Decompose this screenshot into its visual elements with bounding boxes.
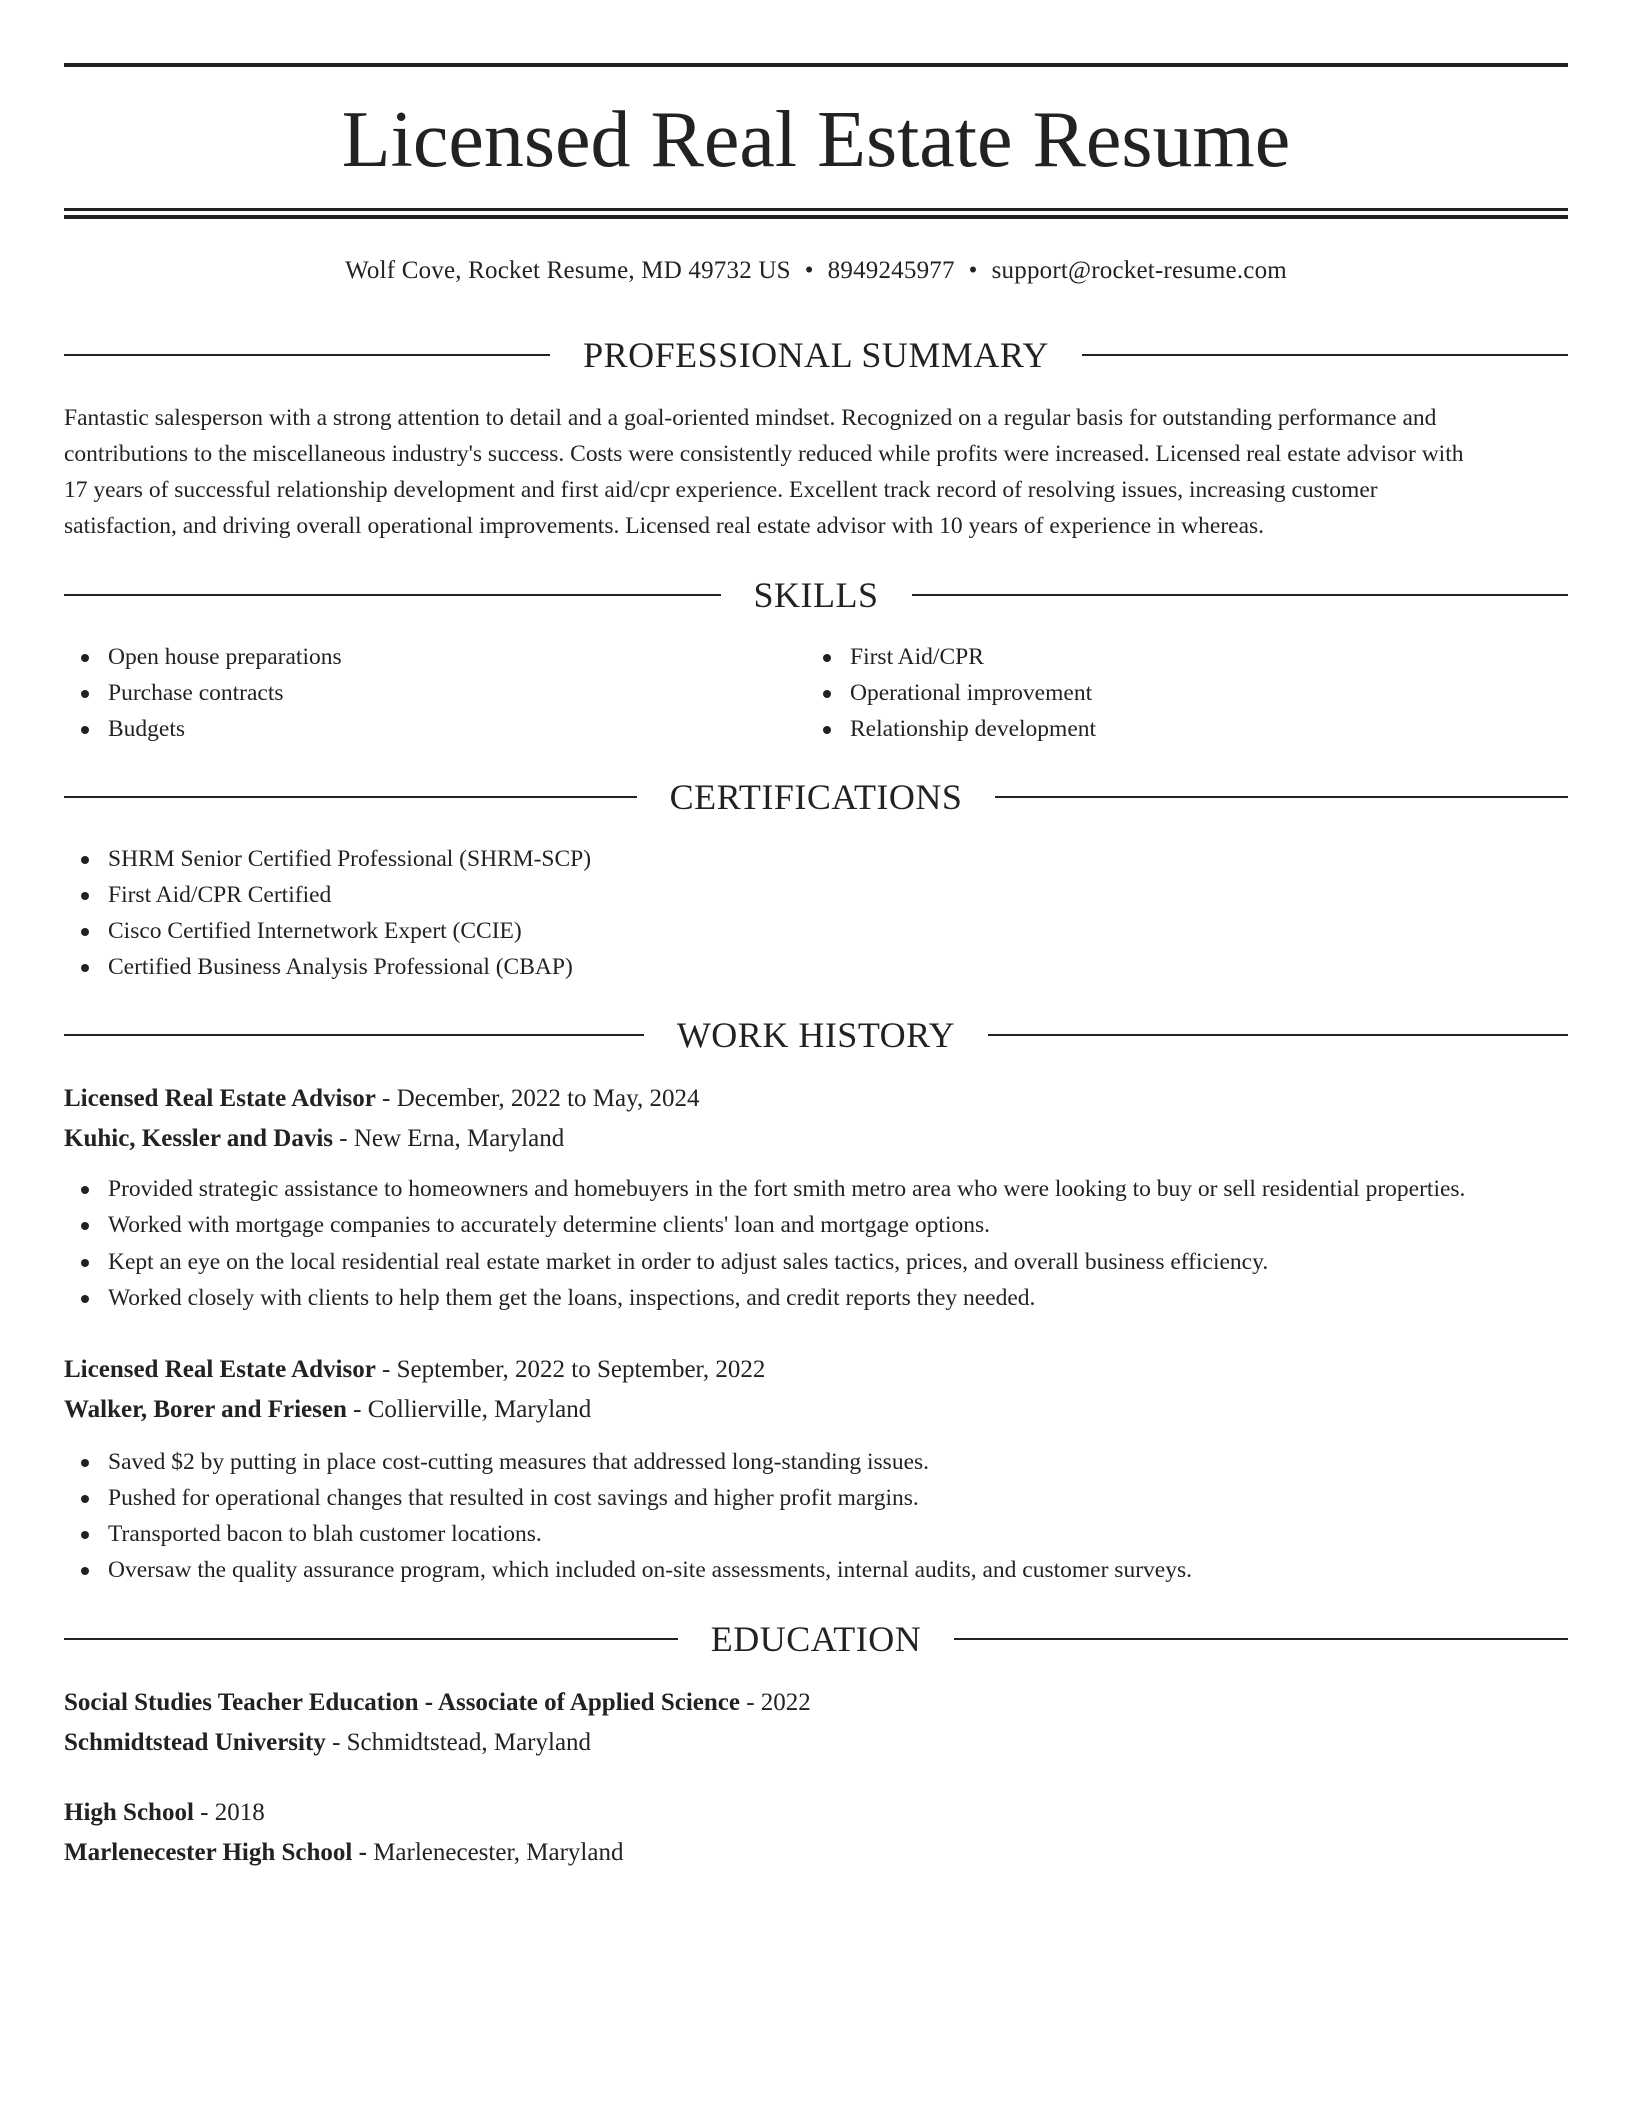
skill-item: Open house preparations bbox=[64, 639, 764, 675]
job-dates: - December, 2022 to May, 2024 bbox=[375, 1085, 700, 1112]
work-entry bbox=[64, 1079, 1568, 1316]
heading-rule bbox=[912, 594, 1569, 596]
section-title: EDUCATION bbox=[710, 1619, 922, 1659]
job-title: Licensed Real Estate Advisor bbox=[64, 1085, 376, 1112]
employer-location: - Collierville, Maryland bbox=[346, 1396, 592, 1423]
job-bullet: Oversaw the quality assurance program, which included on-site assessments, internal audits, and customer surveys. bbox=[64, 1552, 1568, 1588]
summary-line: Fantastic salesperson with a strong attention to detail and a goal-oriented mindset. Recognized on a regular basis for outstanding performance and bbox=[64, 405, 1437, 431]
school-line bbox=[64, 1723, 1568, 1763]
contact-address: Wolf Cove, Rocket Resume, MD 49732 US bbox=[345, 257, 791, 284]
heading-rule bbox=[995, 796, 1568, 798]
graduation-year: - 2022 bbox=[739, 1689, 811, 1716]
section-heading-skills bbox=[64, 575, 1568, 615]
summary-line: 17 years of successful relationship development and first aid/cpr experience. Excellent track record of resolving issues, increasing customer bbox=[64, 477, 1378, 503]
school-line bbox=[64, 1833, 1568, 1873]
employer-name: Kuhic, Kessler and Davis bbox=[64, 1125, 334, 1152]
job-bullet: Provided strategic assistance to homeowners and homebuyers in the fort smith metro area who were looking to buy or sell residential properties. bbox=[64, 1171, 1568, 1207]
employer-name: Walker, Borer and Friesen bbox=[64, 1396, 347, 1423]
contact-line bbox=[64, 254, 1568, 288]
graduation-year: - 2018 bbox=[193, 1799, 265, 1826]
skill-item: First Aid/CPR bbox=[806, 639, 1506, 675]
education-entry bbox=[64, 1683, 1568, 1763]
job-bullet: Pushed for operational changes that resulted in cost savings and higher profit margins. bbox=[64, 1480, 1568, 1516]
summary-line: contributions to the miscellaneous industry's success. Costs were consistently reduced while profits were increased. Licensed real estate advisor with bbox=[64, 441, 1464, 467]
section-title: SKILLS bbox=[753, 575, 879, 615]
job-title: Licensed Real Estate Advisor bbox=[64, 1356, 376, 1383]
heading-rule bbox=[954, 1638, 1568, 1640]
employer-location: - New Erna, Maryland bbox=[333, 1125, 565, 1152]
heading-rule bbox=[64, 594, 721, 596]
degree-name: High School bbox=[64, 1799, 194, 1826]
resume-title: Licensed Real Estate Resume bbox=[341, 96, 1291, 184]
employer-line bbox=[64, 1119, 1568, 1159]
school-name: Schmidtstead University bbox=[64, 1729, 326, 1756]
certifications-list bbox=[64, 841, 1064, 985]
contact-phone: 8949245977 bbox=[827, 257, 955, 284]
job-bullet: Worked closely with clients to help them get the loans, inspections, and credit reports they needed. bbox=[64, 1280, 1568, 1316]
job-bullet: Transported bacon to blah customer locations. bbox=[64, 1516, 1568, 1552]
job-bullet: Saved $2 by putting in place cost-cutting measures that addressed long-standing issues. bbox=[64, 1444, 1568, 1480]
certification-item: Cisco Certified Internetwork Expert (CCIE) bbox=[64, 913, 1064, 949]
summary-line: satisfaction, and driving overall operational improvements. Licensed real estate advisor with 10 years of experience in whereas. bbox=[64, 513, 1265, 539]
job-title-line bbox=[64, 1350, 1568, 1390]
heading-rule bbox=[64, 796, 637, 798]
section-heading-work bbox=[64, 1015, 1568, 1055]
header-top-rule bbox=[64, 63, 1568, 67]
section-heading-education bbox=[64, 1619, 1568, 1659]
section-title: CERTIFICATIONS bbox=[669, 777, 963, 817]
header-double-rule bbox=[64, 208, 1568, 219]
section-heading-summary bbox=[64, 335, 1568, 375]
contact-separator: • bbox=[968, 257, 978, 284]
skills-column-right bbox=[806, 639, 1506, 747]
heading-rule bbox=[64, 1034, 644, 1036]
school-location: - Schmidtstead, Maryland bbox=[325, 1729, 592, 1756]
employer-line bbox=[64, 1390, 1568, 1430]
section-title: PROFESSIONAL SUMMARY bbox=[583, 335, 1049, 375]
skill-item: Budgets bbox=[64, 711, 764, 747]
heading-rule bbox=[64, 1638, 678, 1640]
skills-column-left bbox=[64, 639, 764, 747]
heading-rule bbox=[64, 354, 550, 356]
skill-item: Purchase contracts bbox=[64, 675, 764, 711]
section-heading-certifications bbox=[64, 777, 1568, 817]
job-bullet: Worked with mortgage companies to accurately determine clients' loan and mortgage options. bbox=[64, 1207, 1568, 1243]
skill-item: Operational improvement bbox=[806, 675, 1506, 711]
job-title-line bbox=[64, 1079, 1568, 1119]
school-name: Marlenecester High School - bbox=[64, 1839, 367, 1866]
certification-item: First Aid/CPR Certified bbox=[64, 877, 1064, 913]
heading-rule bbox=[1082, 354, 1568, 356]
heading-rule bbox=[988, 1034, 1568, 1036]
contact-separator: • bbox=[804, 257, 814, 284]
degree-line bbox=[64, 1683, 1568, 1723]
skill-item: Relationship development bbox=[806, 711, 1506, 747]
degree-line bbox=[64, 1793, 1568, 1833]
education-entry bbox=[64, 1793, 1568, 1873]
contact-email: support@rocket-resume.com bbox=[991, 257, 1287, 284]
degree-name: Social Studies Teacher Education - Associate of Applied Science bbox=[64, 1689, 740, 1716]
school-location: Marlenecester, Maryland bbox=[366, 1839, 624, 1866]
certification-item: Certified Business Analysis Professional (CBAP) bbox=[64, 949, 1064, 985]
job-dates: - September, 2022 to September, 2022 bbox=[375, 1356, 766, 1383]
certification-item: SHRM Senior Certified Professional (SHRM-SCP) bbox=[64, 841, 1064, 877]
job-bullet: Kept an eye on the local residential real estate market in order to adjust sales tactics, prices, and overall business efficiency. bbox=[64, 1244, 1568, 1280]
section-title: WORK HISTORY bbox=[676, 1015, 956, 1055]
work-entry bbox=[64, 1350, 1568, 1588]
professional-summary bbox=[64, 400, 1568, 544]
